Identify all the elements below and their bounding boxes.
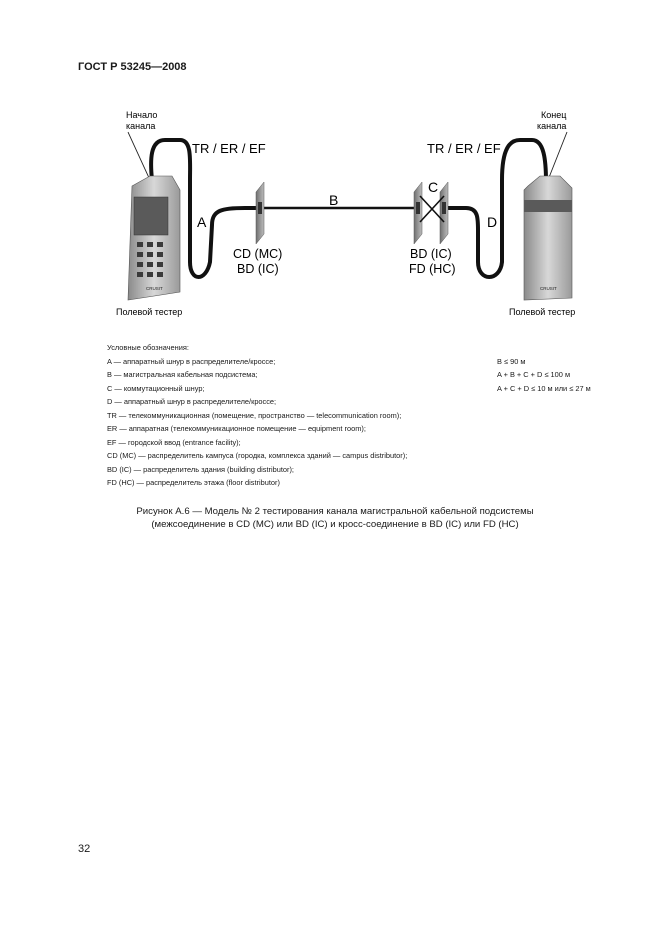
start-label-line1: Начало [126,110,158,120]
legend-item [107,395,627,409]
legend-item [107,355,627,369]
figure-caption-line1: Рисунок А.6 — Модель № 2 тестирования канала магистральной кабельной подсистемы [136,506,534,517]
start-leader-line [128,132,150,180]
legend-title [107,341,627,355]
legend-item [107,449,627,463]
legend-item [107,476,627,490]
segment-d-label: D [487,214,498,230]
segment-c-label: C [428,179,439,195]
legend-item [107,409,627,423]
legend-condition: A + C + D ≤ 10 м или ≤ 27 м [497,383,591,393]
legend-item-text: C — коммутационный шнур; [107,383,205,393]
legend-item [107,422,627,436]
legend-item-text: TR — телекоммуникационная (помещение, пространство — telecommunication room); [107,410,402,420]
end-label-line1: Конец [541,110,567,120]
page-number: 32 [78,843,91,855]
legend-item-text: FD (HC) — распределитель этажа (floor distributor) [107,478,280,487]
legend-item-text: A — аппаратный шнур в распределителе/кроссе; [107,356,276,366]
legend [107,341,627,490]
figure-caption-line2: (межсоединение в CD (MC) или BD (IC) и кросс-соединение в BD (IC) или FD (HC) [151,519,519,530]
legend-title-text: Условные обозначения: [107,343,189,352]
end-leader-line [548,132,567,180]
legend-condition: B ≤ 90 м [497,356,526,366]
right-tester-label: Полевой тестер [509,307,576,317]
left-panel-label-line2: BD (IC) [237,262,279,276]
start-label-line2: канала [126,121,156,131]
left-tester-brand: CRUSIT [146,286,163,291]
legend-item-text: BD (IC) — распределитель здания (building distributor); [107,464,294,474]
legend-condition: A + B + C + D ≤ 100 м [497,370,571,379]
test-model-figure [0,0,661,330]
segment-a-label: A [197,214,207,230]
legend-item [107,436,627,450]
left-tester-label: Полевой тестер [116,307,183,317]
tr-er-ef-left-label: TR / ER / EF [192,141,266,156]
right-panel-label-line2: FD (HC) [409,262,456,276]
legend-item [107,463,627,477]
left-field-tester [128,176,180,300]
document-header: ГОСТ Р 53245—2008 [78,61,187,73]
right-tester-brand: CRUSIT [540,286,557,291]
end-label-line2: канала [537,121,567,131]
legend-item-text: D — аппаратный шнур в распределителе/кроссе; [107,397,277,406]
figure-caption [60,505,610,531]
right-panel-label-line1: BD (IC) [410,247,452,261]
legend-item-text: ER — аппаратная (телекоммуникационное помещение — equipment room); [107,424,366,433]
tr-er-ef-right-label: TR / ER / EF [427,141,501,156]
segment-b-label: B [329,192,339,208]
legend-item-text: B — магистральная кабельная подсистема; [107,370,258,379]
legend-item [107,382,627,396]
legend-item-text: EF — городской ввод (entrance facility); [107,437,241,447]
legend-item-text: CD (MC) — распределитель кампуса (городка, комплекса зданий — campus distributor); [107,451,408,460]
legend-item [107,368,627,382]
right-field-tester [524,176,572,300]
left-distributor-panel [256,182,264,244]
left-panel-label-line1: CD (MC) [233,247,283,261]
